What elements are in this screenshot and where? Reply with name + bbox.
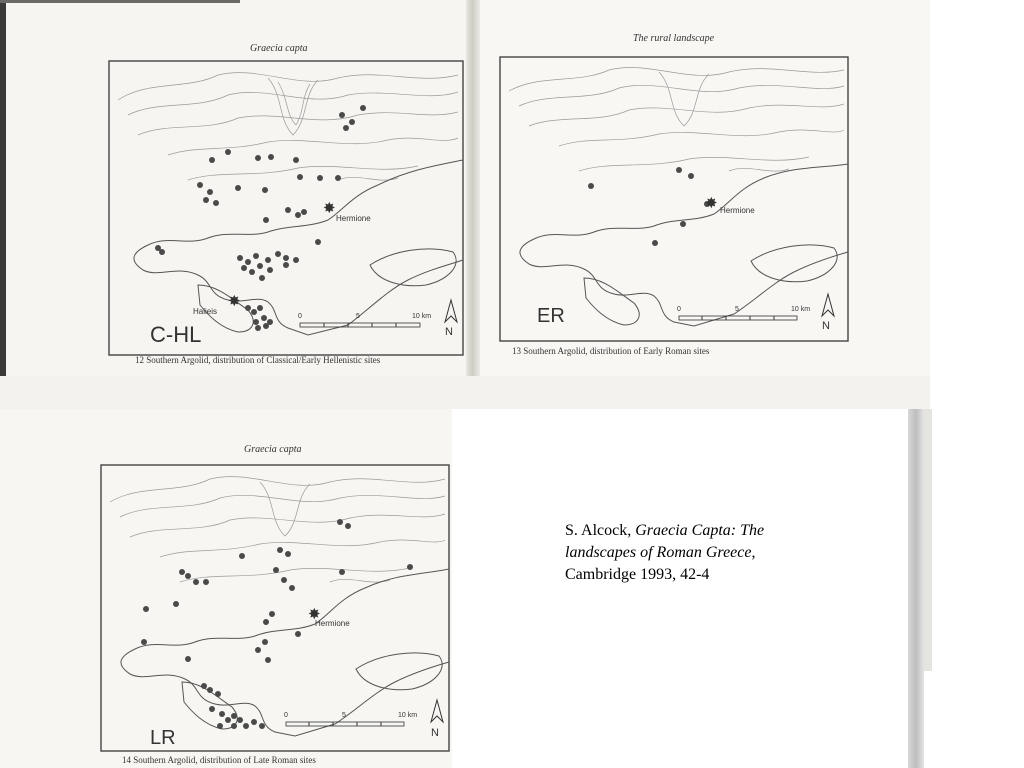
site-star-hermione: ✸ <box>705 194 718 212</box>
map-c-hl <box>108 60 464 356</box>
svg-text:N: N <box>431 727 439 739</box>
site-star-hermione: ✸ <box>323 199 336 217</box>
svg-text:5: 5 <box>735 306 739 313</box>
place-label-hermione: Hermione <box>720 206 755 215</box>
svg-text:0: 0 <box>677 306 681 313</box>
site-star-hermione: ✸ <box>308 605 321 623</box>
scale-bar <box>677 306 810 320</box>
blank-area <box>452 409 908 768</box>
svg-text:N: N <box>822 320 830 332</box>
scale-bar <box>284 712 417 726</box>
citation-title: Graecia Capta: The landscapes of Roman Greece <box>565 522 765 561</box>
page-header-bottom: Graecia capta <box>244 444 302 455</box>
site-dots <box>141 519 413 729</box>
peninsula <box>584 278 639 325</box>
scan-right-sliver <box>924 409 932 671</box>
island <box>356 653 442 690</box>
scan-top-spread <box>0 0 930 409</box>
figure-caption-14: 14 Southern Argolid, distribution of Late Roman sites <box>122 755 316 765</box>
scan-top-edge <box>0 0 240 3</box>
svg-text:10 km: 10 km <box>791 306 811 313</box>
svg-text:0: 0 <box>298 313 302 320</box>
place-label-hermione: Hermione <box>336 214 371 223</box>
site-dots <box>155 105 366 331</box>
contour-lines <box>110 477 445 583</box>
page-header-left: Graecia capta <box>250 43 308 54</box>
coastline <box>134 160 463 335</box>
scan-dark-edge <box>0 0 6 409</box>
coastline <box>121 569 449 736</box>
site-dots <box>588 167 710 246</box>
scale-bar <box>298 313 431 327</box>
north-arrow-icon <box>445 300 457 338</box>
island <box>370 249 456 286</box>
figure-caption-12: 12 Southern Argolid, distribution of Classical/Early Hellenistic sites <box>135 355 381 365</box>
north-arrow-icon <box>431 700 443 739</box>
page-header-right: The rural landscape <box>633 33 715 44</box>
map-period-label: C-HL <box>150 322 202 347</box>
site-star-halieis: ✸ <box>228 292 241 310</box>
citation-author: S. Alcock, <box>565 522 636 539</box>
island <box>751 245 837 282</box>
place-label-hermione: Hermione <box>315 619 350 628</box>
map-period-label: ER <box>537 305 565 327</box>
svg-text:N: N <box>445 326 453 338</box>
scan-bottom-strip <box>0 376 930 409</box>
map-er <box>499 56 849 342</box>
citation <box>565 520 835 586</box>
book-spine <box>466 0 480 376</box>
map-lr <box>100 464 450 752</box>
figure-caption-13: 13 Southern Argolid, distribution of Early Roman sites <box>512 346 710 356</box>
contour-lines <box>509 67 844 171</box>
citation-publisher: Cambridge 1993, 42-4 <box>565 566 710 583</box>
scan-gray-edge <box>908 409 924 768</box>
citation-punctuation: , <box>751 544 756 561</box>
svg-text:10 km: 10 km <box>398 712 418 719</box>
contour-lines <box>118 73 458 181</box>
scan-bottom-spread <box>0 409 924 768</box>
map-period-label: LR <box>150 727 176 749</box>
svg-text:5: 5 <box>356 313 360 320</box>
svg-text:0: 0 <box>284 712 288 719</box>
place-label-halieis: Halieis <box>193 307 218 316</box>
svg-text:10 km: 10 km <box>412 313 432 320</box>
north-arrow-icon <box>822 294 834 332</box>
svg-text:5: 5 <box>342 712 346 719</box>
